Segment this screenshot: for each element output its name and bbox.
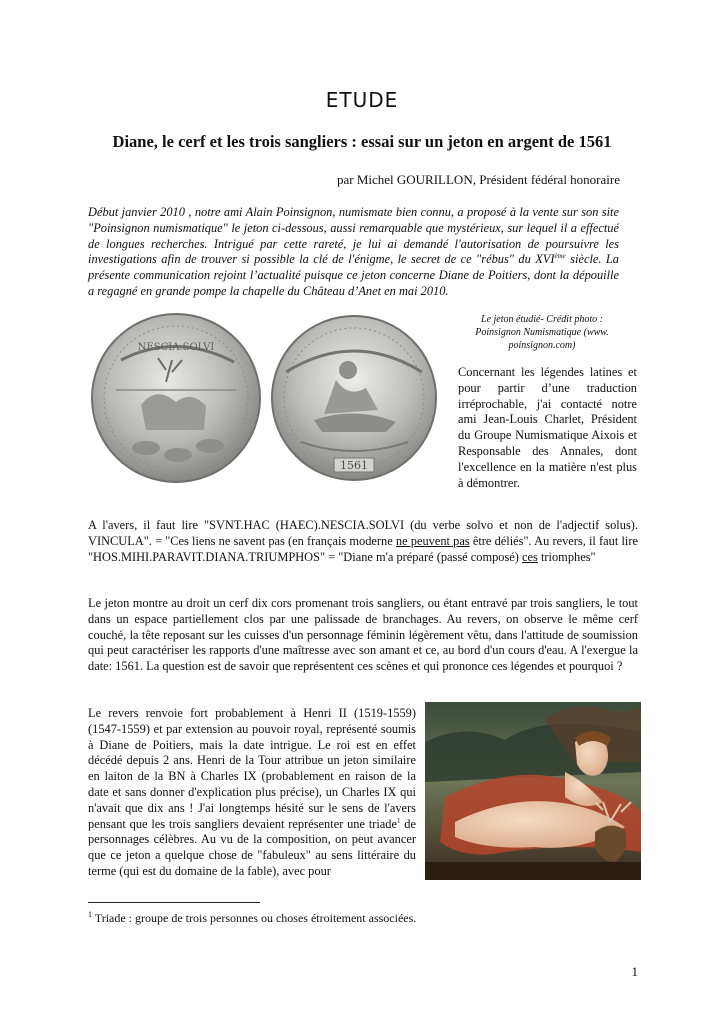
article-title: Diane, le cerf et les trois sangliers : essai sur un jeton en argent de 1561	[112, 132, 612, 151]
footnote	[88, 910, 628, 926]
intro-superscript: ème	[554, 252, 566, 261]
page-number: 1	[631, 964, 638, 979]
painting-image	[425, 702, 641, 880]
paragraph-legends	[88, 518, 638, 565]
p3-text-a: Le revers renvoie fort probablement à Henri II (1519-1559) (1547-1559) et par extension au pouvoir royal, représenté soumis à Diane de Poitiers, mais la date intrigue. Le roi est en effet décédé depuis 2 ans. Henri de la Tour attribue un jeton similaire en laiton de la BN à Charles IX (probablement en raison de la date et sans donner d'explication plus précise), un Charles IX qui n'avait que dix ans ! J'ai longtemps hésité sur le sens de l'avers pensant que les trois sangliers devaient représenter une triade	[88, 706, 416, 831]
paragraph-interpretation	[88, 706, 416, 880]
footnote-ref: 1	[397, 816, 401, 825]
p1-underline-1: ne peuvent pas	[395, 533, 470, 548]
reverse-date: 1561	[340, 459, 368, 472]
section-heading: ETUDE	[325, 88, 399, 112]
p3-text-b: de personnages célèbres. Au vu de la composition, on peut avancer que ce jeton a quelque chose de "fabuleux" au sens littéraire du terme (qui est du domaine de la fable), avec pour	[88, 816, 416, 878]
p1-text-b: être déliés". Au revers, il faut lire "HOS.MIHI.PARAVIT.DIANA.TRIUMPHOS" = "Diane m'a préparé (passé composé)	[88, 533, 638, 564]
side-paragraph: Concernant les légendes latines et pour partir d’une traduction irréprochable, j'ai contacté notre ami Jean-Louis Charlet, Président du Groupe Numismatique Aixois et Responsable des Annales, dont l'excellence en la matière n'est plus à démontrer.	[458, 365, 637, 490]
intro-text-a: Début janvier 2010 , notre ami Alain Poinsignon, numismate bien connu, a proposé à la vente sur son site "Poinsignon numismatique" le jeton ci-dessous, aussi remarquable que mystérieux, sur lequel il a effectué de longues recherches. Intrigué par cette rareté, je lui ai demandé l'autorisation de poursuivre les investigations afin de trouver si possible la clé de l'énigme, le secret de ce "rébus" du XVI	[88, 205, 619, 267]
footnote-number: 1	[88, 910, 92, 919]
figure-caption: Le jeton étudié- Crédit photo : Poinsignon Numismatique (www. poinsignon.com)	[475, 314, 609, 351]
intro-paragraph	[88, 205, 619, 300]
obverse-legend: NESCIA.SOLVI	[137, 342, 215, 353]
author-byline: par Michel GOURILLON, Président fédéral honoraire	[336, 172, 620, 187]
coin-obverse	[92, 314, 260, 482]
p1-text-c: triomphes"	[537, 549, 596, 564]
coin-photo	[86, 310, 446, 486]
p1-text-a: A l'avers, il faut lire "SVNT.HAC (HAEC).NESCIA.SOLVI (du verbe solvo et non de l'adjectif solus). VINCULA". = "Ces liens ne savent pas (en français moderne	[88, 518, 638, 548]
coin-reverse	[272, 316, 436, 480]
p1-underline-2: ces	[522, 549, 538, 564]
footnote-separator	[88, 902, 260, 903]
paragraph-description: Le jeton montre au droit un cerf dix cors promenant trois sangliers, ou étant entravé par trois sangliers, le tout dans un espace partiellement clos par une palissade de branchages. Au revers, on observe le même cerf couché, la tête reposant sur les cuisses d'un personnage féminin légèrement vêtu, dans l'attitude de soumission qui peut caractériser les rapports d'une maîtresse avec son amant et ce, au bord d'un cours d'eau. A l'exergue la date: 1561. La question est de savoir que représentent ces scènes et qui prononce ces légendes et pourquoi ?	[88, 596, 638, 674]
footnote-text: Triade : groupe de trois personnes ou choses étroitement associées.	[92, 911, 417, 925]
intro-text-b: siècle. La présente communication rejoint l’actualité puisque ce jeton concerne Diane de Poitiers, dont la dépouille a regagné en grande pompe la chapelle du Château d’Anet en mai 2010.	[88, 252, 619, 298]
